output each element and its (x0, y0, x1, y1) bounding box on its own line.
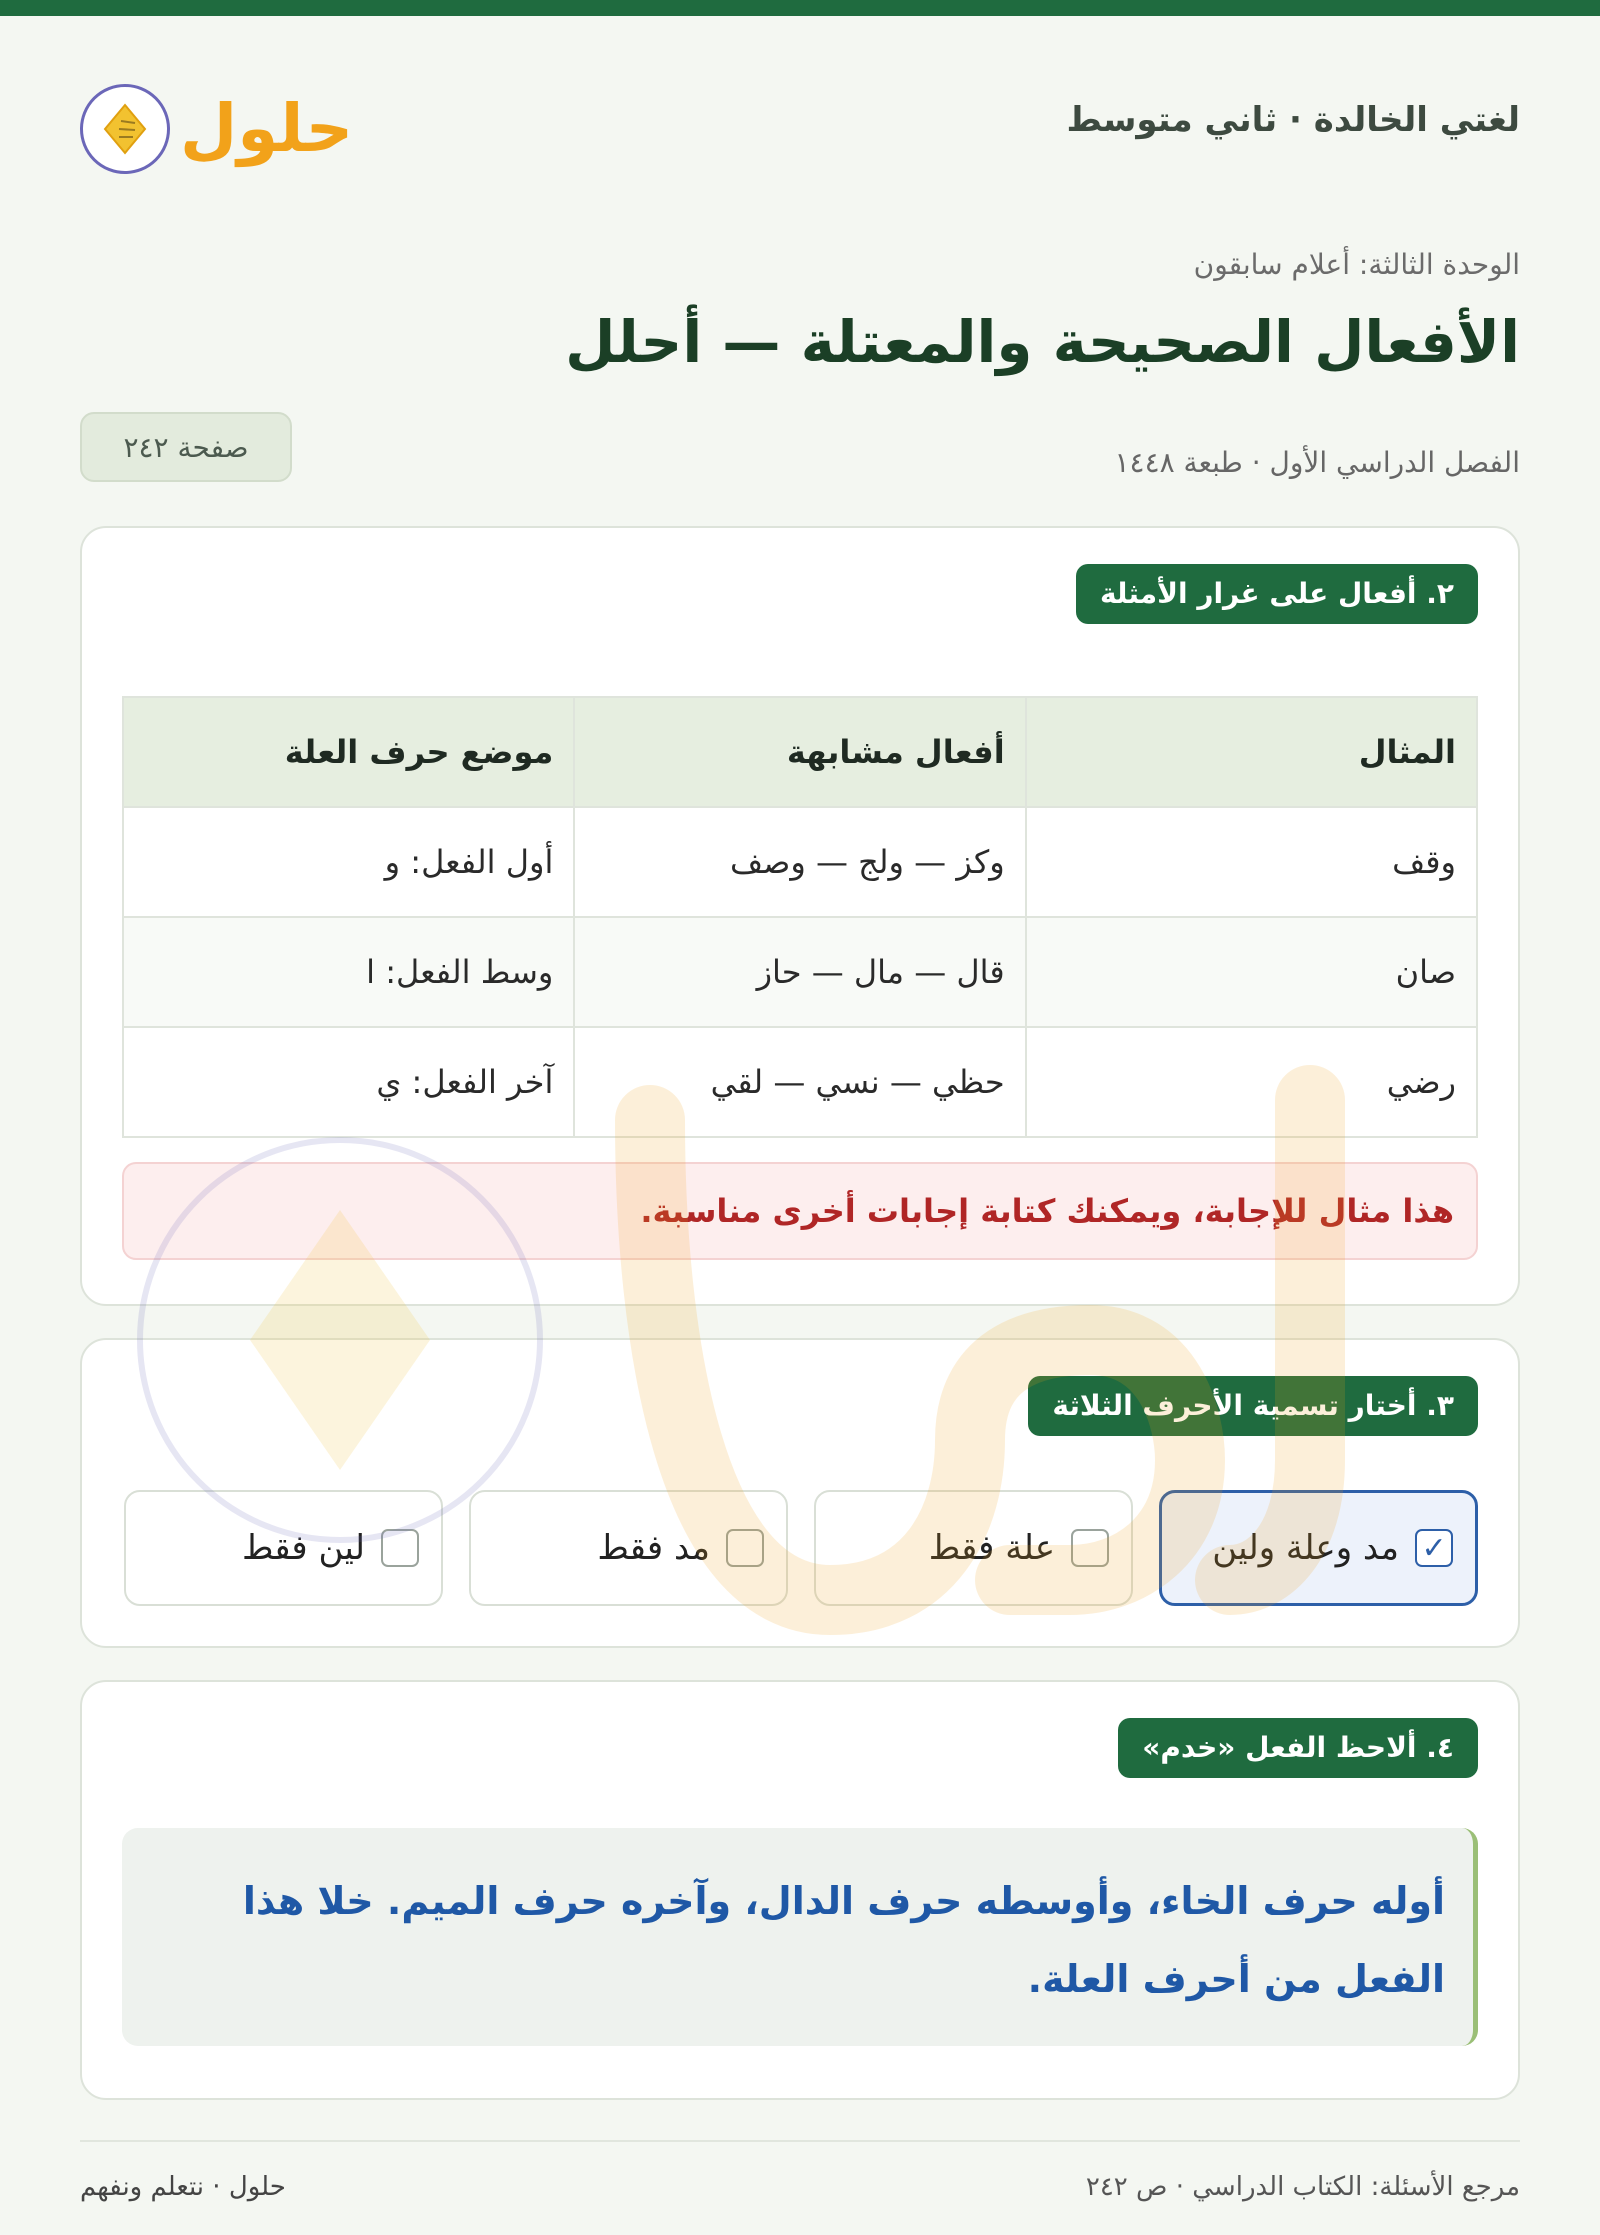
hulul-logo[interactable] (80, 84, 353, 174)
question-3-card (80, 1338, 1520, 1648)
verbs-table (122, 696, 1478, 1138)
footer-reference: مرجع الأسئلة: الكتاب الدراسي · ص ٢٤٢ (1085, 2172, 1520, 2202)
table-header-row (123, 697, 1477, 807)
option-mad-illa-leen[interactable] (1159, 1490, 1478, 1606)
table-row (123, 1027, 1477, 1137)
table-row (123, 917, 1477, 1027)
table-cell: صان (1026, 917, 1477, 1027)
question-2-card (80, 526, 1520, 1306)
top-accent-bar (0, 0, 1600, 16)
option-mad-only[interactable] (469, 1490, 788, 1606)
question-3-heading: ٣. أختار تسمية الأحرف الثلاثة (1028, 1376, 1478, 1436)
table-cell: وقف (1026, 807, 1477, 917)
book-icon (80, 84, 170, 174)
table-cell: أول الفعل: و (123, 807, 574, 917)
footer-divider (80, 2140, 1520, 2142)
question-4-card (80, 1680, 1520, 2100)
answer-box: أوله حرف الخاء، وأوسطه حرف الدال، وآخره حرف الميم. خلا هذا الفعل من أحرف العلة. (122, 1828, 1478, 2046)
option-label: علة فقط (928, 1528, 1055, 1568)
options-group (122, 1490, 1478, 1606)
column-header: موضع حرف العلة (123, 697, 574, 807)
answer-note: هذا مثال للإجابة، ويمكنك كتابة إجابات أخرى مناسبة. (122, 1162, 1478, 1260)
check-icon: ✓ (1421, 1530, 1447, 1566)
option-label: مد فقط (597, 1528, 710, 1568)
option-label: مد وعلة ولين (1212, 1528, 1399, 1568)
table-cell: وسط الفعل: ا (123, 917, 574, 1027)
worksheet-page (80, 16, 1520, 2202)
table-cell: وكز — ولج — وصف (574, 807, 1025, 917)
table-cell: قال — مال — حاز (574, 917, 1025, 1027)
question-2-heading: ٢. أفعال على غرار الأمثلة (1076, 564, 1478, 624)
question-4-heading: ٤. ألاحظ الفعل «خدم» (1118, 1718, 1478, 1778)
column-header: أفعال مشابهة (574, 697, 1025, 807)
footer-brand: حلول · نتعلم ونفهم (80, 2172, 286, 2202)
logo-text: حلول (180, 90, 354, 167)
edition-meta: الفصل الدراسي الأول · طبعة ١٤٤٨ (1114, 446, 1520, 479)
unit-label: الوحدة الثالثة: أعلام سابقون (1193, 248, 1520, 281)
checkbox[interactable] (381, 1529, 419, 1567)
page-header (80, 16, 1520, 216)
table-cell: آخر الفعل: ي (123, 1027, 574, 1137)
page-title: الأفعال الصحيحة والمعتلة — أحلل (565, 308, 1520, 376)
checkbox-checked[interactable] (1415, 1529, 1453, 1567)
table-row (123, 807, 1477, 917)
option-illa-only[interactable] (814, 1490, 1133, 1606)
checkbox[interactable] (726, 1529, 764, 1567)
app-title: لغتي الخالدة · ثاني متوسط (1066, 100, 1520, 140)
column-header: المثال (1026, 697, 1477, 807)
checkbox[interactable] (1071, 1529, 1109, 1567)
table-cell: حظي — نسي — لقي (574, 1027, 1025, 1137)
option-label: لين فقط (241, 1528, 365, 1568)
page-number-badge: صفحة ٢٤٢ (80, 412, 292, 482)
table-cell: رضي (1026, 1027, 1477, 1137)
option-leen-only[interactable] (124, 1490, 443, 1606)
